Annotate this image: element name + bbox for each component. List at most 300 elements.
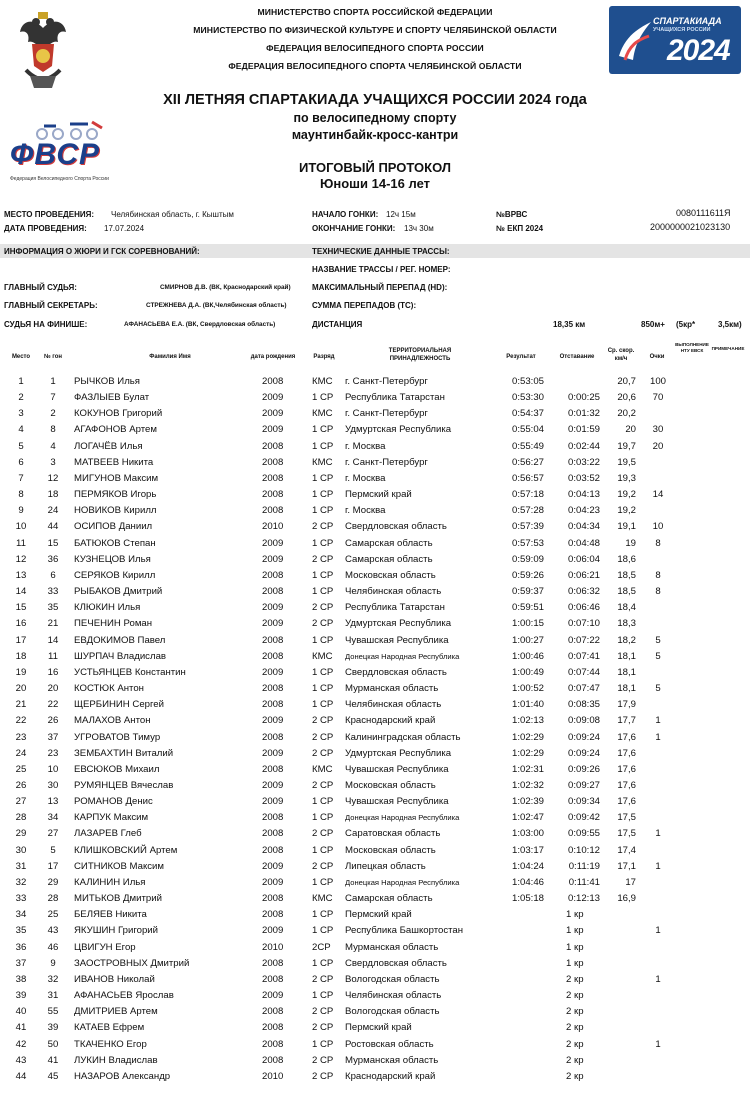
cell-number: 29 (47, 876, 59, 888)
cell-gap: 2 кр (566, 1038, 584, 1050)
cell-number: 8 (50, 424, 56, 436)
cell-rank: 2 СР (312, 618, 334, 630)
cell-number: 36 (47, 553, 59, 565)
category-title: Юноши 14-16 лет (319, 176, 430, 191)
cell-number: 27 (47, 828, 59, 840)
col-territory: ТЕРРИТОРИАЛЬНАЯ ПРИНАДЛЕЖНОСТЬ (388, 348, 452, 362)
cell-gap: 0:08:35 (567, 699, 600, 711)
cell-result: 1:02:47 (511, 812, 544, 824)
cell-number: 44 (47, 521, 59, 533)
cell-gap: 0:04:48 (567, 537, 600, 549)
cell-rank: 2 СР (312, 602, 334, 614)
cell-region: Удмуртская Республика (345, 424, 452, 436)
cell-rank: 1 СР (312, 537, 334, 549)
cell-speed: 16,9 (617, 893, 636, 905)
cell-rank: 2 СР (312, 1054, 334, 1066)
cell-result: 0:59:51 (511, 602, 544, 614)
cell-rank: 2СР (312, 941, 331, 953)
cell-region: Липецкая область (345, 860, 426, 872)
cell-rank: КМС (312, 650, 333, 662)
cell-place: 43 (15, 1054, 27, 1066)
table-row (0, 891, 750, 907)
cell-place: 28 (15, 812, 27, 824)
cell-speed: 19,1 (617, 521, 636, 533)
cell-gap: 0:07:22 (567, 634, 600, 646)
cell-rank: 1 СР (312, 925, 334, 937)
cell-number: 17 (47, 860, 59, 872)
cell-points: 1 (655, 973, 661, 985)
cell-result: 1:04:46 (511, 876, 544, 888)
col-points: Очки (649, 354, 665, 360)
cell-result: 1:01:40 (511, 699, 544, 711)
cell-points: 8 (655, 537, 661, 549)
runner-swoosh-icon (615, 16, 655, 64)
cell-number: 15 (47, 537, 59, 549)
table-row (0, 584, 750, 600)
cell-number: 39 (47, 1022, 59, 1034)
cell-name: АФАНАСЬЕВ Ярослав (74, 990, 174, 1002)
cell-place: 8 (18, 489, 24, 501)
cell-number: 11 (48, 650, 58, 662)
cell-birth-year: 2008 (262, 456, 284, 468)
cell-region: Республика Татарстан (345, 392, 445, 404)
cell-rank: 1 СР (312, 909, 334, 921)
cell-place: 39 (15, 990, 27, 1002)
cell-rank: 1 СР (312, 1038, 334, 1050)
cell-region: г. Москва (345, 472, 386, 484)
start-value: 12ч 15м (386, 210, 416, 219)
chief-judge-value: СМИРНОВ Д.В. (ВК, Краснодарский край) (160, 284, 291, 291)
org-line-1: МИНИСТЕРСТВО СПОРТА РОССИЙСКОЙ ФЕДЕРАЦИИ (257, 7, 493, 17)
cell-rank: 1 СР (312, 990, 334, 1002)
cell-points: 1 (655, 860, 661, 872)
cell-place: 40 (15, 1006, 27, 1018)
cell-points: 1 (655, 828, 661, 840)
cell-gap: 0:12:13 (567, 893, 600, 905)
cell-number: 21 (47, 618, 59, 630)
cell-result: 0:57:28 (511, 505, 544, 517)
cell-points: 5 (655, 650, 661, 662)
cell-region: г. Москва (345, 505, 386, 517)
cell-rank: 2 СР (312, 780, 334, 791)
date-label: ДАТА ПРОВЕДЕНИЯ: (4, 224, 87, 233)
col-gap: Отставание (559, 354, 595, 360)
cell-name: АГАФОНОВ Артем (74, 424, 157, 436)
cell-gap: 0:09:26 (567, 763, 600, 775)
cell-speed: 17,9 (617, 699, 636, 711)
cell-region: Самарская область (345, 553, 433, 565)
cell-result: 1:02:29 (511, 747, 544, 759)
cell-place: 26 (15, 780, 27, 791)
table-row (0, 487, 750, 503)
vrvs-label: №ВРВС (496, 210, 528, 219)
cell-gap: 0:09:08 (567, 715, 600, 727)
cell-name: РЫЧКОВ Илья (74, 376, 140, 387)
cell-number: 55 (47, 1006, 59, 1018)
cell-gap: 0:04:23 (567, 505, 600, 517)
cell-birth-year: 2009 (262, 408, 284, 420)
cell-result: 1:00:15 (511, 618, 544, 630)
cell-region: Челябинская область (345, 990, 442, 1002)
cell-number: 31 (47, 990, 59, 1002)
cell-name: МАТВЕЕВ Никита (74, 456, 154, 468)
cell-name: ФАЗЛЫЕВ Булат (74, 392, 150, 404)
cell-place: 36 (15, 941, 27, 953)
cell-speed: 17,5 (617, 812, 636, 824)
cell-points: 8 (655, 586, 661, 598)
cell-place: 35 (15, 925, 27, 937)
cell-speed: 18,1 (617, 666, 636, 678)
cell-rank: 2 СР (312, 747, 334, 759)
cell-gap: 0:09:24 (567, 747, 600, 759)
cell-gap: 2 кр (566, 990, 584, 1002)
table-row (0, 875, 750, 891)
cell-speed: 17,1 (617, 860, 636, 872)
cell-gap: 0:09:34 (567, 796, 600, 808)
cell-name: ОСИПОВ Даниил (74, 521, 153, 533)
cell-points: 20 (652, 440, 664, 452)
col-result: Результат (506, 354, 536, 360)
cell-name: ТКАЧЕНКО Егор (74, 1038, 147, 1050)
table-row (0, 730, 750, 746)
cell-gap: 0:03:52 (567, 472, 600, 484)
cell-place: 31 (15, 860, 27, 872)
cell-rank: 2 СР (312, 1022, 334, 1034)
cell-rank: 2 СР (312, 731, 334, 743)
table-row (0, 1037, 750, 1053)
cell-points: 1 (655, 925, 661, 937)
cell-place: 29 (15, 828, 27, 840)
cell-birth-year: 2010 (262, 521, 284, 533)
col-note: ПРИМЕЧАНИЕ (711, 346, 745, 351)
cell-birth-year: 2009 (262, 553, 284, 565)
cell-place: 16 (15, 618, 27, 630)
cell-name: КЛИШКОВСКИЙ Артем (74, 844, 178, 856)
cell-region: г. Санкт-Петербург (345, 408, 428, 420)
table-row (0, 762, 750, 778)
cell-birth-year: 2009 (262, 747, 284, 759)
cell-birth-year: 2009 (262, 602, 284, 614)
cell-result: 1:00:27 (511, 634, 544, 646)
cell-place: 32 (15, 876, 27, 888)
table-row (0, 455, 750, 471)
cell-name: БЕЛЯЕВ Никита (74, 909, 147, 921)
cell-region: Самарская область (345, 893, 433, 905)
cell-result: 0:59:37 (511, 586, 544, 598)
cell-points: 8 (655, 569, 661, 581)
cell-points: 14 (652, 489, 664, 501)
table-row (0, 859, 750, 875)
cell-rank: 1 СР (312, 440, 334, 452)
fvsr-caption: Федерация Велосипедного Спорта России (10, 176, 109, 182)
cell-gap: 0:09:55 (567, 828, 600, 840)
cell-name: КУЗНЕЦОВ Илья (74, 553, 151, 565)
cell-number: 34 (47, 812, 59, 824)
cell-gap: 2 кр (566, 1054, 584, 1066)
cell-place: 19 (15, 666, 27, 678)
cell-speed: 19,7 (617, 440, 636, 452)
cell-birth-year: 2009 (262, 780, 284, 791)
cell-result: 0:56:27 (511, 456, 544, 468)
cell-birth-year: 2009 (262, 392, 284, 404)
cell-points: 1 (655, 731, 661, 743)
cell-birth-year: 2008 (262, 634, 284, 646)
cell-birth-year: 2008 (262, 683, 284, 695)
cell-rank: КМС (312, 893, 333, 905)
fvsr-abbr: ФВСР (10, 138, 101, 171)
cell-number: 35 (47, 602, 59, 614)
cell-number: 22 (47, 699, 59, 711)
cell-birth-year: 2008 (262, 731, 284, 743)
cell-rank: 1 СР (312, 876, 334, 888)
cell-place: 22 (15, 715, 27, 727)
cell-region: Краснодарский край (345, 715, 436, 727)
cell-points: 70 (652, 392, 664, 404)
cell-result: 1:02:29 (511, 731, 544, 743)
cell-number: 16 (47, 666, 59, 678)
cell-gap: 0:03:22 (567, 456, 600, 468)
cell-number: 6 (50, 569, 56, 581)
cell-birth-year: 2008 (262, 699, 284, 711)
cell-gap: 0:07:41 (567, 650, 600, 662)
chief-judge-label: ГЛАВНЫЙ СУДЬЯ: (4, 283, 77, 292)
finish-judge-label: СУДЬЯ НА ФИНИШЕ: (4, 320, 88, 329)
cell-number: 50 (47, 1038, 59, 1050)
cell-result: 1:00:49 (511, 666, 544, 678)
cell-region: Московская область (345, 569, 436, 581)
col-birth: дата рождения (250, 354, 296, 360)
cell-number: 25 (47, 909, 59, 921)
distance-value: 18,35 км (553, 320, 586, 329)
cell-number: 3 (50, 456, 56, 468)
cell-region: Вологодская область (345, 1006, 440, 1018)
cell-birth-year: 2008 (262, 505, 284, 517)
table-row (0, 471, 750, 487)
cell-points: 5 (655, 634, 661, 646)
cell-birth-year: 2008 (262, 973, 284, 985)
chief-secretary-value: СТРЕЖНЕВА Д.А. (ВК,Челябинская область) (146, 302, 287, 309)
cell-number: 4 (50, 440, 56, 452)
cell-region: Донецкая Народная Республика (345, 651, 460, 661)
cell-number: 32 (47, 973, 59, 985)
table-row (0, 778, 750, 794)
cell-points: 1 (655, 1038, 661, 1050)
cell-rank: 2 СР (312, 828, 334, 840)
cell-speed: 18,5 (617, 586, 636, 598)
cell-place: 14 (15, 586, 27, 598)
cell-result: 1:02:39 (511, 796, 544, 808)
cell-name: ИВАНОВ Николай (74, 973, 155, 985)
cell-name: СИТНИКОВ Максим (74, 860, 165, 872)
cell-region: г. Санкт-Петербург (345, 376, 428, 387)
cell-birth-year: 2009 (262, 537, 284, 549)
cell-place: 3 (18, 408, 24, 420)
cell-name: ДМИТРИЕВ Артем (74, 1006, 158, 1018)
table-row (0, 810, 750, 826)
cell-place: 11 (16, 537, 26, 549)
cell-birth-year: 2009 (262, 618, 284, 630)
col-place: Место (11, 354, 31, 360)
table-row (0, 600, 750, 616)
cell-speed: 17,4 (617, 844, 636, 856)
cell-name: КАРПУК Максим (74, 812, 149, 824)
table-row (0, 713, 750, 729)
chief-secretary-label: ГЛАВНЫЙ СЕКРЕТАРЬ: (4, 301, 98, 310)
cell-rank: 1 СР (312, 812, 334, 824)
cell-result: 0:57:18 (511, 489, 544, 501)
cell-region: Челябинская область (345, 699, 442, 711)
cell-rank: 2 СР (312, 521, 334, 533)
cell-place: 4 (18, 424, 24, 436)
cell-result: 1:03:17 (511, 844, 544, 856)
table-row (0, 907, 750, 923)
cell-place: 5 (18, 440, 24, 452)
venue-value: Челябинская область, г. Кыштым (111, 210, 234, 219)
cell-gap: 2 кр (566, 973, 584, 985)
cell-birth-year: 2008 (262, 472, 284, 484)
cell-place: 2 (18, 392, 24, 404)
cell-gap: 0:07:10 (567, 618, 600, 630)
cell-name: ПЕЧЕНИН Роман (74, 618, 153, 630)
distance-extra1: 850м+ (641, 320, 665, 329)
cell-rank: 1 СР (312, 699, 334, 711)
cell-region: г. Москва (345, 440, 386, 452)
cell-rank: 1 СР (312, 634, 334, 646)
cell-result: 0:59:26 (511, 569, 544, 581)
cell-result: 0:54:37 (511, 408, 544, 420)
cell-result: 0:55:49 (511, 440, 544, 452)
cell-birth-year: 2009 (262, 715, 284, 727)
cell-birth-year: 2008 (262, 957, 284, 969)
cell-name: МАЛАХОВ Антон (74, 715, 151, 727)
cell-place: 10 (15, 521, 27, 533)
cell-gap: 1 кр (566, 925, 584, 937)
cell-region: Удмуртская Республика (345, 618, 452, 630)
cell-region: Донецкая Народная Республика (345, 877, 460, 887)
cell-birth-year: 2009 (262, 796, 284, 808)
cell-gap: 0:11:41 (568, 876, 600, 888)
table-row (0, 390, 750, 406)
cell-place: 18 (15, 650, 27, 662)
table-row (0, 406, 750, 422)
cell-place: 1 (18, 376, 24, 387)
cell-place: 37 (15, 957, 27, 969)
cell-rank: 1 СР (312, 586, 334, 598)
cell-speed: 18,6 (617, 553, 636, 565)
cell-region: Пермский край (345, 1022, 412, 1034)
cell-name: НАЗАРОВ Александр (74, 1070, 171, 1082)
cell-rank: 1 СР (312, 489, 334, 501)
cell-result: 0:53:05 (511, 376, 544, 387)
cell-place: 30 (15, 844, 27, 856)
cell-number: 33 (47, 586, 59, 598)
cell-region: Московская область (345, 780, 436, 791)
table-row (0, 552, 750, 568)
cell-number: 18 (47, 489, 59, 501)
cell-region: Донецкая Народная Республика (345, 813, 460, 823)
cell-place: 9 (18, 505, 24, 517)
cell-speed: 20,2 (617, 408, 636, 420)
cell-result: 0:55:04 (511, 424, 544, 436)
cell-birth-year: 2008 (262, 376, 284, 387)
cell-place: 15 (15, 602, 27, 614)
cell-speed: 18,4 (617, 602, 636, 614)
table-row (0, 972, 750, 988)
logo-line1: СПАРТАКИАДА (653, 16, 722, 26)
cell-gap: 0:09:24 (567, 731, 600, 743)
logo-line2: УЧАЩИХСЯ РОССИИ (653, 27, 711, 33)
cell-region: Мурманская область (345, 683, 439, 695)
cell-rank: 2 СР (312, 860, 334, 872)
table-row (0, 519, 750, 535)
cell-number: 10 (47, 763, 59, 775)
cell-region: Мурманская область (345, 941, 439, 953)
cell-number: 1 (50, 376, 56, 387)
cell-name: УСТЬЯНЦЕВ Константин (74, 666, 186, 678)
cell-place: 27 (15, 796, 27, 808)
cell-rank: КМС (312, 408, 333, 420)
cell-rank: КМС (312, 376, 333, 387)
cell-rank: КМС (312, 456, 333, 468)
cell-number: 7 (50, 392, 56, 404)
cell-region: Мурманская область (345, 1054, 439, 1066)
cell-name: СЕРЯКОВ Кирилл (74, 569, 156, 581)
maxdrop-label: МАКСИМАЛЬНЫЙ ПЕРЕПАД (HD): (312, 283, 448, 292)
table-row (0, 843, 750, 859)
cell-number: 46 (47, 941, 59, 953)
table-row (0, 374, 750, 390)
cell-rank: 2 СР (312, 715, 334, 727)
cell-gap: 1 кр (566, 941, 584, 953)
table-row (0, 665, 750, 681)
cell-result: 0:57:39 (511, 521, 544, 533)
distance-label: ДИСТАНЦИЯ (312, 320, 363, 329)
cell-rank: 1 СР (312, 683, 334, 695)
cell-region: Челябинская область (345, 586, 442, 598)
org-line-2: МИНИСТЕРСТВО ПО ФИЗИЧЕСКОЙ КУЛЬТУРЕ И СПОРТУ ЧЕЛЯБИНСКОЙ ОБЛАСТИ (193, 25, 557, 35)
cell-number: 2 (50, 408, 56, 420)
cell-gap: 0:09:27 (567, 780, 600, 791)
table-row (0, 940, 750, 956)
cell-speed: 19,3 (617, 472, 636, 484)
cell-birth-year: 2008 (262, 650, 284, 662)
cell-gap: 2 кр (566, 1022, 584, 1034)
table-row (0, 536, 750, 552)
cell-region: Московская область (345, 844, 436, 856)
cell-number: 12 (47, 472, 59, 484)
table-row (0, 956, 750, 972)
table-row (0, 681, 750, 697)
track-label: НАЗВАНИЕ ТРАССЫ / РЕГ. НОМЕР: (312, 265, 451, 274)
cell-result: 0:57:53 (511, 537, 544, 549)
org-line-3: ФЕДЕРАЦИЯ ВЕЛОСИПЕДНОГО СПОРТА РОССИИ (266, 43, 484, 53)
cell-speed: 17,6 (617, 796, 636, 808)
cell-number: 45 (47, 1070, 59, 1082)
cell-number: 37 (47, 731, 59, 743)
cell-place: 20 (15, 683, 27, 695)
cell-gap: 2 кр (566, 1070, 584, 1082)
cell-gap: 0:06:04 (567, 553, 600, 565)
cell-birth-year: 2008 (262, 812, 284, 824)
cell-region: Калининградская область (345, 731, 461, 743)
table-row (0, 826, 750, 842)
cell-region: г. Санкт-Петербург (345, 456, 428, 468)
cell-gap: 0:04:34 (567, 521, 600, 533)
col-name: Фамилия Имя (149, 354, 191, 360)
cell-birth-year: 2009 (262, 990, 284, 1002)
cell-result: 0:59:09 (511, 553, 544, 565)
cell-gap: 2 кр (566, 1006, 584, 1018)
